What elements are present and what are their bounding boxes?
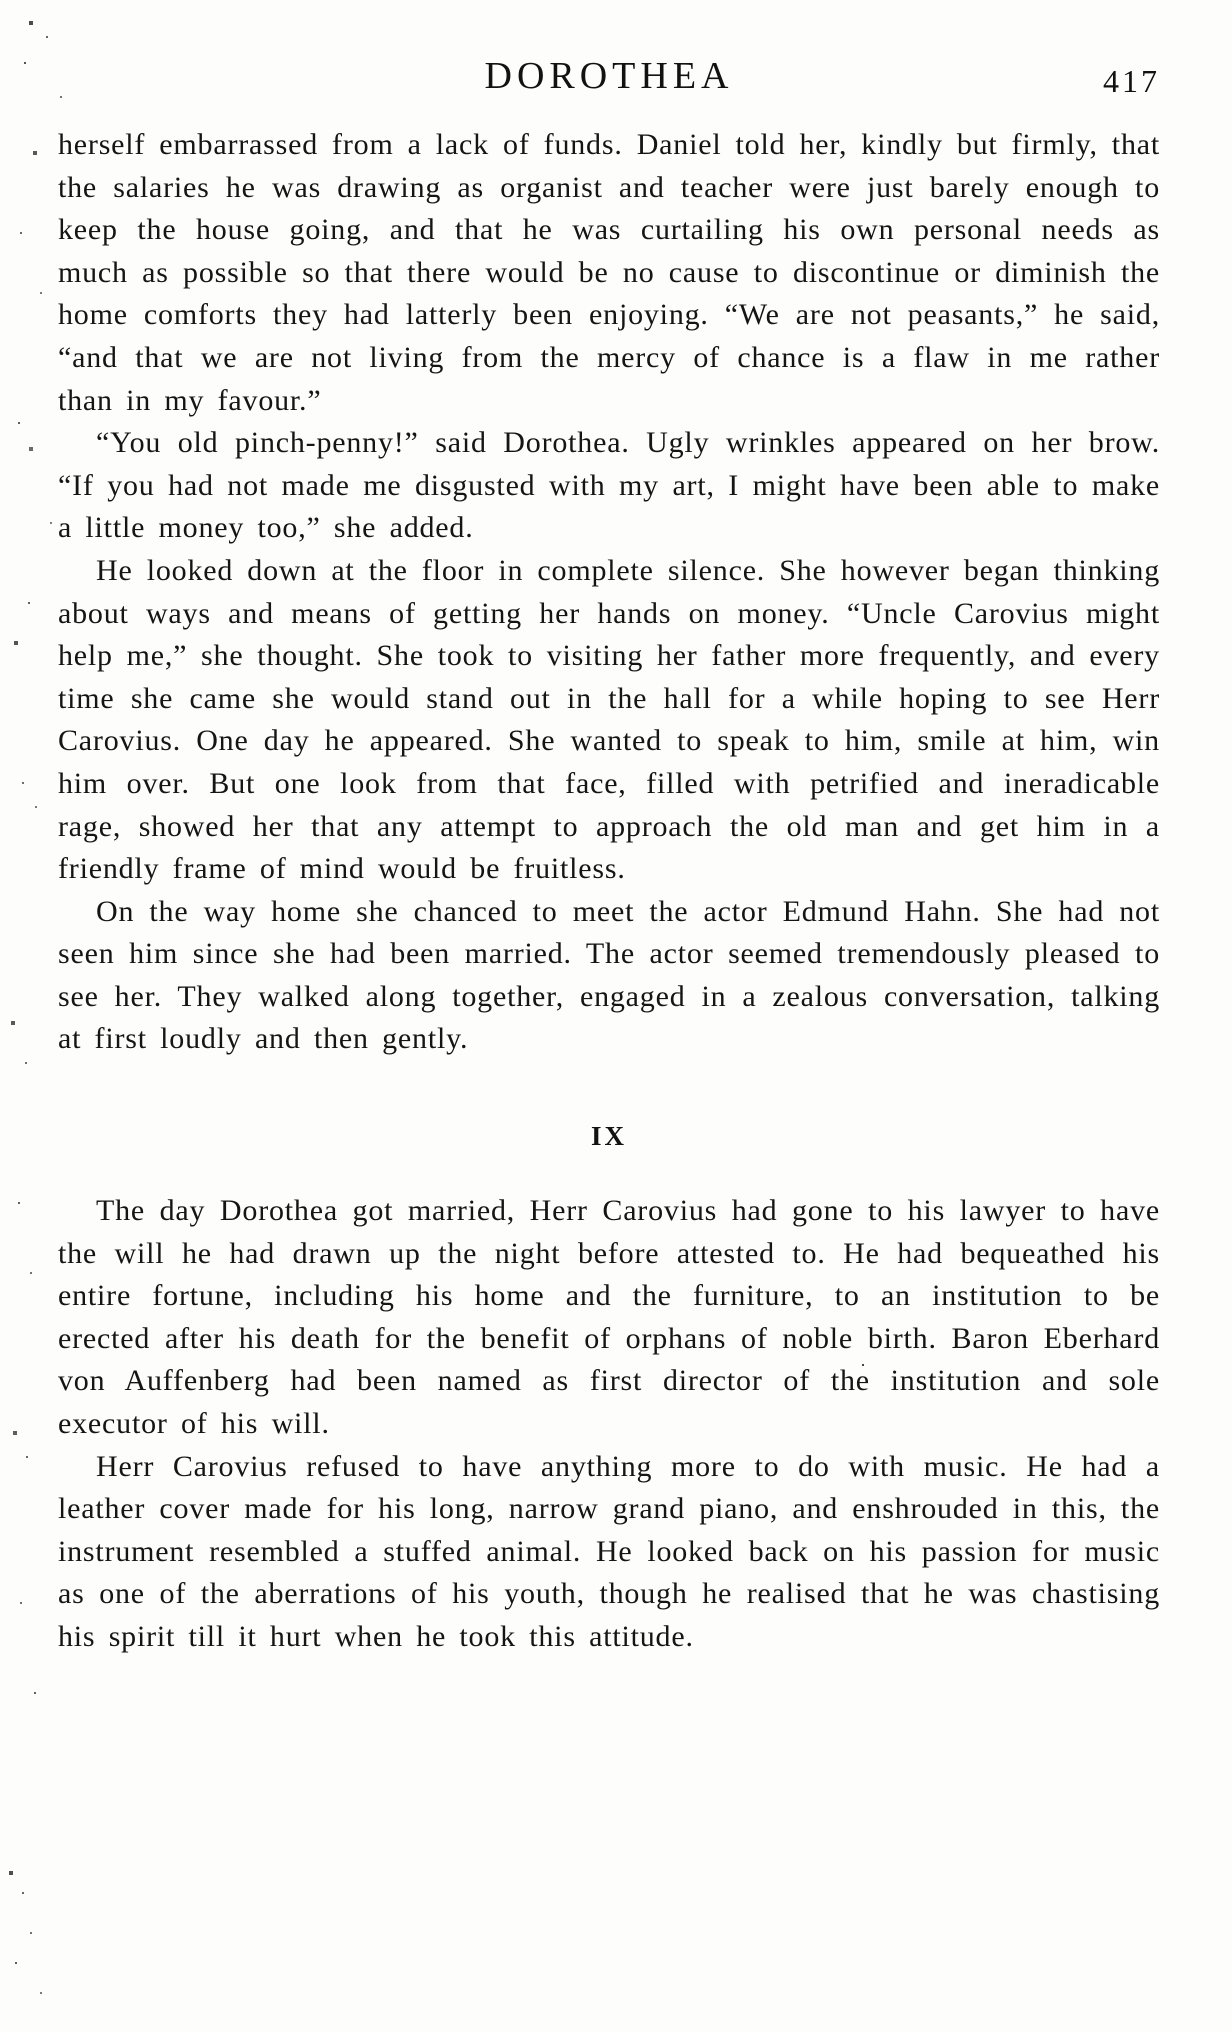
scan-speckles (0, 0, 2, 2)
running-title: DOROTHEA (484, 55, 734, 97)
paragraph: Herr Carovius refused to have anything more to do with music. He had a leather cover made for his long, narrow grand piano, and enshrouded in this, the instrument resembled a stuffed animal. He looked back on his passion for music as one of the aberrations of his youth, though he realised that he was chastising his spirit till it hurt when he took this attitude. (58, 1449, 1160, 1653)
paragraph: “You old pinch-penny!” said Dorothea. Ugly wrinkles appeared on her brow. “If you had not made me disgusted with my art, I might have been able to make a little money too,” she added. (58, 426, 1160, 545)
text-block (58, 124, 1160, 1659)
paragraph: On the way home she chanced to meet the actor Edmund Hahn. She had not seen him since she had been married. The actor seemed tremendously pleased to see her. They walked along together, engaged in a zealous conversation, talking at first loudly and then gently. (58, 894, 1160, 1056)
paragraph: herself embarrassed from a lack of funds. Daniel told her, kindly but firmly, that the salaries he was drawing as organist and teacher were just barely enough to keep the house going, and that he was curtailing his own personal needs as much as possible so that there would be no cause to discontinue or diminish the home comforts they had latterly been enjoying. “We are not peasants,” he said, “and that we are not living from the mercy of chance is a flaw in me rather than in my favour.” (58, 128, 1160, 417)
paragraph: He looked down at the floor in complete silence. She however began thinking about ways and means of getting her hands on money. “Uncle Carovius might help me,” she thought. She took to visiting her father more frequently, and every time she came she would stand out in the hall for a while hoping to see Herr Carovius. One day he appeared. She wanted to speak to him, smile at him, win him over. But one look from that face, filled with petrified and ineradicable rage, showed her that any attempt to approach the old man and get him in a friendly frame of mind would be fruitless. (58, 553, 1160, 886)
section-heading: IX (590, 1121, 627, 1152)
page-number: 417 (1103, 63, 1160, 99)
paragraph: The day Dorothea got married, Herr Carovius had gone to his lawyer to have the will he had drawn up the night before attested to. He had bequeathed his entire fortune, including his home and the furniture, to an institution to be erected after his death for the benefit of orphans of noble birth. Baron Eberhard von Auffenberg had been named as first director of the institution and sole executor of his will. (58, 1194, 1160, 1441)
page-header (58, 54, 1160, 106)
